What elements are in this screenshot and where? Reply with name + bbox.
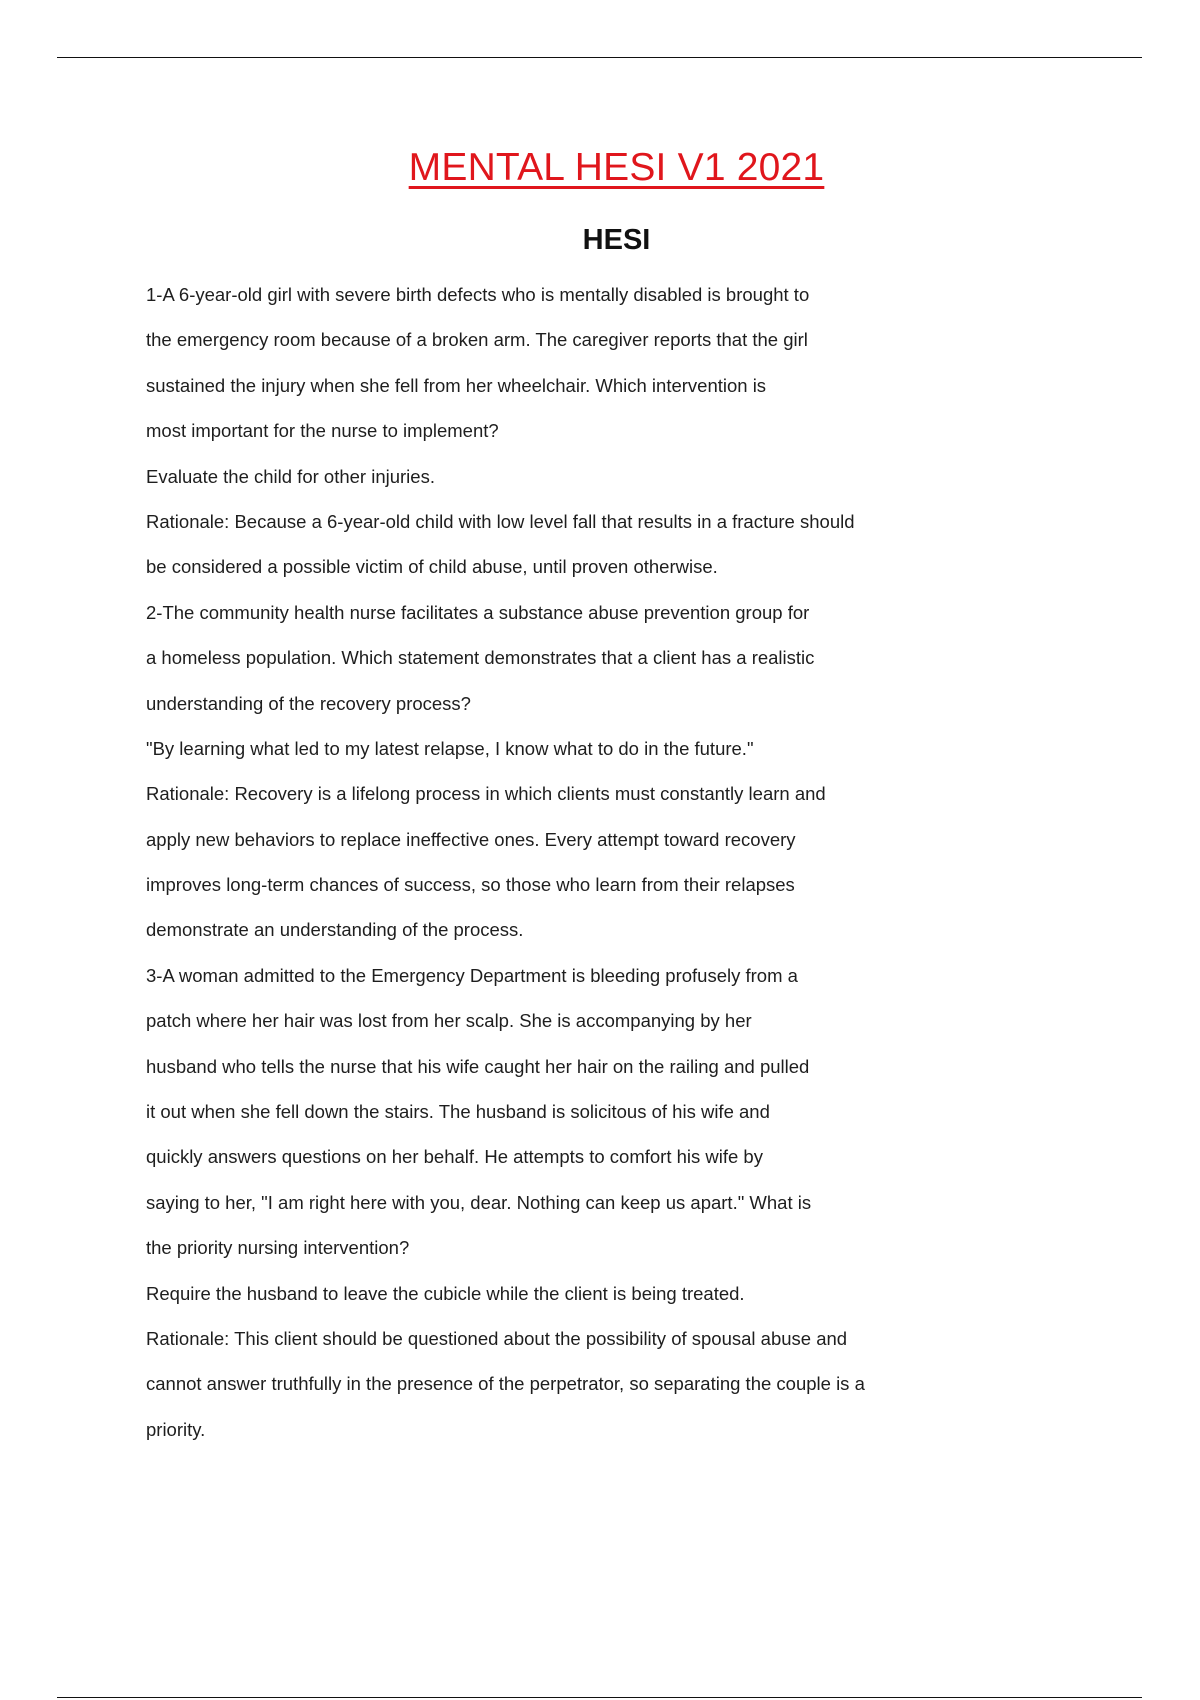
body-text-line: demonstrate an understanding of the process.	[146, 919, 524, 941]
body-text-line: apply new behaviors to replace ineffective ones. Every attempt toward recovery	[146, 828, 796, 850]
body-text-line: cannot answer truthfully in the presence of the perpetrator, so separating the couple is a	[146, 1373, 865, 1395]
body-text-line: be considered a possible victim of child abuse, until proven otherwise.	[146, 556, 718, 578]
body-text-line: Rationale: This client should be questioned about the possibility of spousal abuse and	[146, 1327, 848, 1349]
body-text-line: "By learning what led to my latest relapse, I know what to do in the future."	[146, 737, 754, 759]
body-text-line: Rationale: Because a 6-year-old child with low level fall that results in a fracture should	[146, 510, 855, 532]
body-text-line: a homeless population. Which statement demonstrates that a client has a realistic	[146, 647, 815, 669]
header-rule	[57, 57, 1142, 58]
body-text-line: Rationale: Recovery is a lifelong process in which clients must constantly learn and	[146, 783, 826, 805]
body-text-line: sustained the injury when she fell from her wheelchair. Which intervention is	[146, 374, 767, 396]
body-text-line: husband who tells the nurse that his wife caught her hair on the railing and pulled	[146, 1055, 810, 1077]
document-title	[0, 148, 1200, 187]
body-text-line: understanding of the recovery process?	[146, 692, 471, 714]
footer-rule	[57, 1697, 1142, 1698]
body-text-line: priority.	[146, 1418, 206, 1440]
body-text-line: 1-A 6-year-old girl with severe birth defects who is mentally disabled is brought to	[146, 284, 810, 305]
body-text-line: it out when she fell down the stairs. The husband is solicitous of his wife and	[146, 1101, 770, 1123]
body-text-line: 2-The community health nurse facilitates a substance abuse prevention group for	[146, 601, 810, 623]
body-text-line: the priority nursing intervention?	[146, 1237, 410, 1259]
body-text-line: improves long-term chances of success, so those who learn from their relapses	[146, 874, 795, 896]
body-text-line: most important for the nurse to implement?	[146, 420, 499, 442]
body-text-line: Require the husband to leave the cubicle while the client is being treated.	[146, 1282, 745, 1304]
body-text-line: Evaluate the child for other injuries.	[146, 465, 435, 487]
body-text-line: saying to her, "I am right here with you, dear. Nothing can keep us apart." What is	[146, 1191, 812, 1213]
document-subtitle: HESI	[582, 224, 651, 256]
document-body	[146, 280, 1146, 1460]
body-text-line: patch where her hair was lost from her scalp. She is accompanying by her	[146, 1010, 752, 1032]
body-text-line: 3-A woman admitted to the Emergency Department is bleeding profusely from a	[146, 964, 798, 986]
body-text-line: quickly answers questions on her behalf. He attempts to comfort his wife by	[146, 1146, 763, 1168]
body-text-line: the emergency room because of a broken arm. The caregiver reports that the girl	[146, 329, 808, 351]
document-title-text: MENTAL HESI V1 2021	[408, 146, 825, 189]
